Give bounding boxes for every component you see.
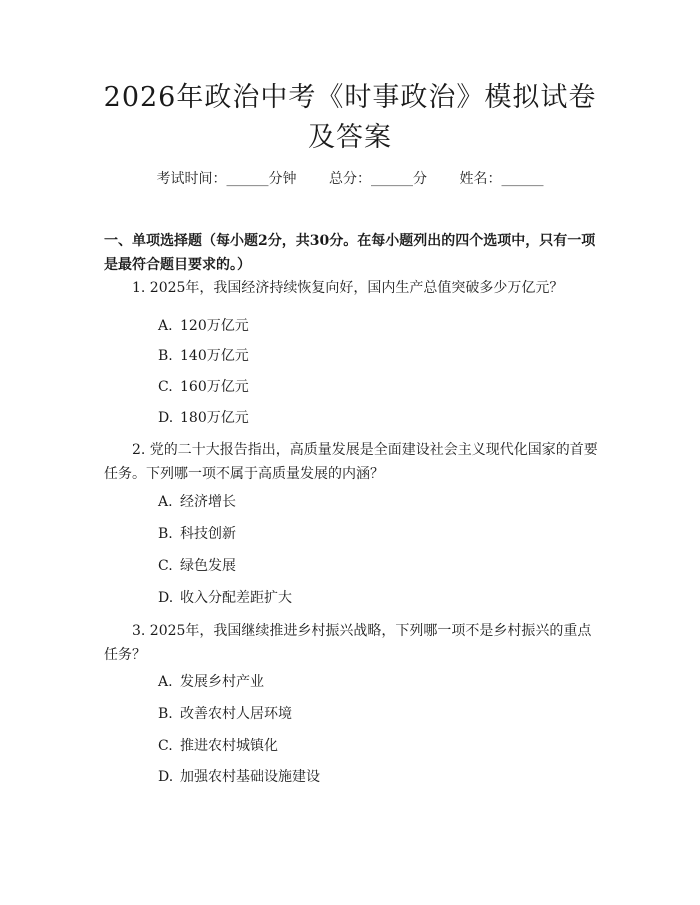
question-2-option-a bbox=[158, 492, 236, 512]
option-text: 绿色发展 bbox=[180, 558, 236, 574]
option-letter: D. bbox=[158, 590, 174, 606]
option-letter: A. bbox=[158, 494, 173, 510]
option-text: 改善农村人居环境 bbox=[180, 706, 292, 722]
question-1-option-b bbox=[158, 346, 249, 366]
page-title: 2026年政治中考《时事政治》模拟试卷及答案 bbox=[103, 82, 597, 153]
option-letter: A. bbox=[158, 674, 173, 690]
option-letter: C. bbox=[158, 558, 173, 574]
option-letter: B. bbox=[158, 526, 173, 542]
option-letter: D. bbox=[158, 410, 174, 426]
question-3-option-a bbox=[158, 672, 264, 692]
question-2-option-c bbox=[158, 556, 236, 576]
question-3-option-b bbox=[158, 704, 292, 724]
option-text: 120万亿元 bbox=[180, 318, 249, 334]
option-letter: D. bbox=[158, 769, 174, 785]
option-letter: C. bbox=[158, 379, 173, 395]
option-text: 推进农村城镇化 bbox=[180, 738, 278, 754]
option-text: 160万亿元 bbox=[180, 379, 249, 395]
option-text: 发展乡村产业 bbox=[180, 674, 264, 690]
question-3: 3. 2025年，我国继续推进乡村振兴战略，下列哪一项不是乡村振兴的重点任务？ bbox=[104, 623, 592, 663]
option-text: 140万亿元 bbox=[180, 348, 249, 364]
exam-time-field: 考试时间：______分钟 bbox=[156, 171, 297, 187]
option-text: 180万亿元 bbox=[180, 410, 249, 426]
option-letter: C. bbox=[158, 738, 173, 754]
exam-info-line bbox=[0, 168, 700, 188]
total-score-field: 总分：______分 bbox=[329, 171, 427, 187]
section-heading: 一、单项选择题（每小题2分，共30分。在每小题列出的四个选项中，只有一项是最符合题目要求的。） bbox=[104, 233, 596, 273]
question-1-option-c bbox=[158, 377, 249, 397]
option-letter: B. bbox=[158, 348, 173, 364]
question-3-option-d bbox=[158, 767, 320, 787]
option-letter: A. bbox=[158, 318, 173, 334]
question-1-option-a bbox=[158, 316, 249, 336]
student-name-field: 姓名：______ bbox=[459, 171, 544, 187]
question-1: 1. 2025年，我国经济持续恢复向好，国内生产总值突破多少万亿元？ bbox=[132, 280, 564, 296]
option-text: 经济增长 bbox=[180, 494, 236, 510]
question-1-option-d bbox=[158, 408, 249, 428]
option-text: 加强农村基础设施建设 bbox=[180, 769, 320, 785]
option-letter: B. bbox=[158, 706, 173, 722]
question-2-option-b bbox=[158, 524, 236, 544]
question-2: 2. 党的二十大报告指出，高质量发展是全面建设社会主义现代化国家的首要任务。下列哪一项不属于高质量发展的内涵？ bbox=[104, 442, 598, 482]
question-2-option-d bbox=[158, 588, 292, 608]
option-text: 收入分配差距扩大 bbox=[180, 590, 292, 606]
option-text: 科技创新 bbox=[180, 526, 236, 542]
question-3-option-c bbox=[158, 736, 278, 756]
